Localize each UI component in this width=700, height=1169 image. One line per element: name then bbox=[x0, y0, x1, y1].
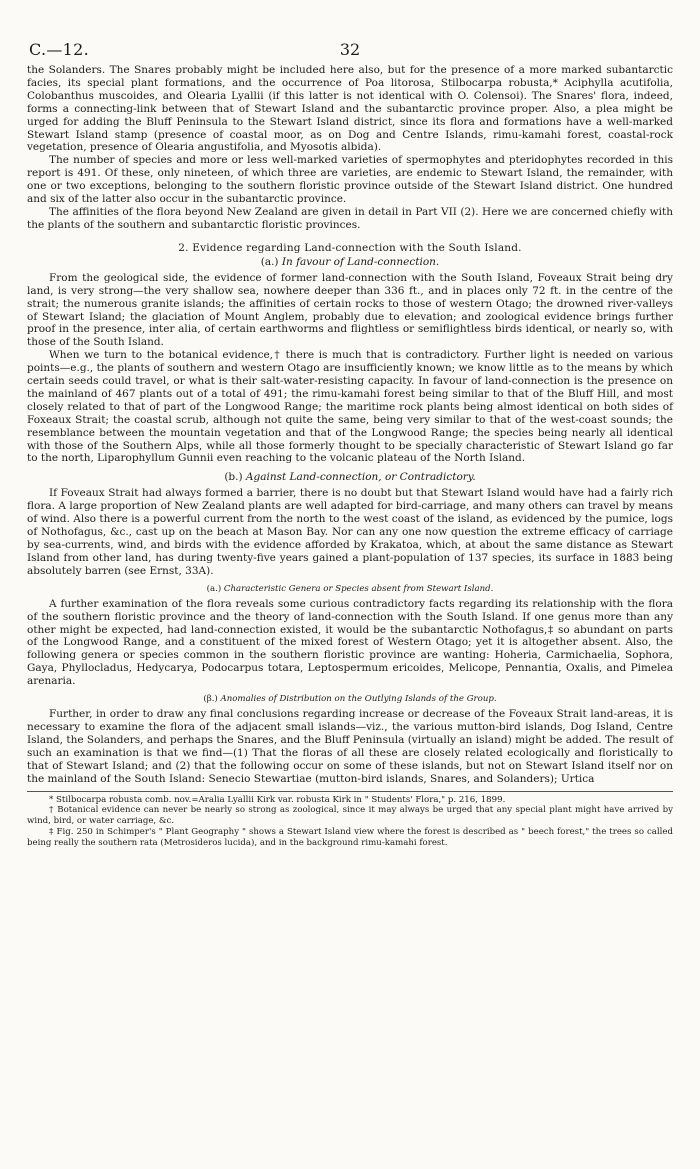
subsection-heading-beta bbox=[27, 693, 673, 705]
footnote-asterisk: * Stilbocarpa robusta comb. nov.=Aralia Lyallii Kirk var. robusta Kirk in " Students' Flora," p. 216, 1899. bbox=[49, 794, 506, 805]
intro-paragraph-1: the Solanders. The Snares probably might be included here also, but for the presence of a more marked subantarctic facies, its special plant formations, and the occurrence of Poa litorosa, Stilbocarpa robusta,* Aciphylla acutifolia, Colobanthus muscoides, and Olearia Lyallii (if this latter is not identical with O. Colensoi). The Snares' flora, indeed, forms a connecting-link between that of Stewart Island and the subantarctic province proper. Also, a plea might be urged for adding the Bluff Peninsula to the Stewart Island district, since its flora and formations have a well-marked Stewart Island stamp (presence of coastal moor, as on Dog and Centre Islands, rimu-kamahi forest, coastal-rock vegetation, presence of Olearia angustifolia, and Myosotis albida). bbox=[27, 64, 673, 154]
paragraph-absent-genera: A further examination of the flora reveals some curious contradictory facts regarding its relationship with the flora of the southern floristic province and the theory of land-connection with the South Island. If one genus more than any other might be expected, had land-connection existed, it would be the subantarctic Nothofagus,‡ so abundant on parts of the Longwood Range, and a constituent of the mixed forest of Western Otago; yet it is altogether absent. Also, the following genera or species common in the southern floristic province are wanting: Hoheria, Carmichaelia, Sophora, Gaya, Phyllocladus, Hedycarya, Podocarpus totara, Leptospermum ericoides, Melicope, Pennantia, Oxalis, and Pimelea arenaria. bbox=[27, 597, 673, 688]
paragraph-geological-evidence: From the geological side, the evidence of former land-connection with the South Island, Foveaux Strait being dry land, is very strong—the very shallow sea, nowhere deeper than 336 ft., and in places only 72 ft. in the centre of the strait; the numerous granite islands; the affinities of certain rocks to those of western Otago; the drowned river-valleys of Stewart Island; the glaciation of Mount Anglem, probably due to elevation; and zoological evidence brings further proof in the presence, inter alia, of certain earthworms and flightless or semiflightless birds identical, or nearly so, with those of the South Island. bbox=[27, 271, 673, 349]
subsection-a-number: (a.) bbox=[260, 255, 279, 268]
subsection-a-title: In favour of Land-connection. bbox=[281, 255, 440, 268]
paragraph-botanical-evidence: When we turn to the botanical evidence,† there is much that is contradictory. Further light is needed on various points—e.g., the plants of southern and western Otago are insufficiently known; we know little as to the means by which certain seeds could travel, or what is their salt-water-resisting capacity. In favour of land-connection is the presence on the mainland of 467 plants out of a total of 491; the rimu-kamahi forest being similar to that of the Bluff Hill, and most closely related to that of part of the Longwood Range; the maritime rock plants being almost identical on both sides of Foxeaux Strait; the coastal scrub, although not quite the same, being very similar to that of the west-coast sounds; the resemblance between the mountain vegetation and that of the Longwood Range; the species being nearly all identical with those of the Southern Alps, while all those formerly thought to be specially characteristic of Stewart Island go far to the north, Liparophyllum Gunnii even reaching to the volcanic plateau of the North Island. bbox=[27, 349, 673, 465]
subsection-b-number: (b.) bbox=[224, 471, 243, 484]
section-heading: 2. Evidence regarding Land-connection with the South Island. bbox=[178, 241, 522, 254]
paragraph-foveaux-barrier: If Foveaux Strait had always formed a barrier, there is no doubt but that Stewart Island would have had a fairly rich flora. A large proportion of New Zealand plants are well adapted for bird-carriage, and many others can travel by means of wind. Also there is a powerful current from the north to the west coast of the island, as evidenced by the pumice, logs of Nothofagus, &c., cast up on the beach at Mason Bay. Nor can any one now question the extreme efficacy of carriage by sea-currents, wind, and birds with the evidence afforded by Krakatoa, which, at about the same distance as Stewart Island from other land, has during twenty-five years gained a plant-population of 137 species, its surface in 1883 being absolutely barren (see Ernst, 33A). bbox=[27, 487, 673, 577]
footnote-dagger: † Botanical evidence can never be nearly so strong as zoological, since it may always be urged that any special plant might have arrived by wind, bird, or water carriage, &c. bbox=[27, 805, 673, 827]
subsection-beta-number: (β.) bbox=[203, 694, 218, 705]
intro-paragraph-3: The affinities of the flora beyond New Zealand are given in detail in Part VII (2). Here we are concerned chiefly with the plants of the southern and subantarctic floristic provinces. bbox=[27, 205, 673, 231]
footnote-double-dagger: ‡ Fig. 250 in Schimper's " Plant Geography " shows a Stewart Island view where the forest is described as " beech forest," the trees so called being really the southern rata (Metrosideros lucida), and in the background rimu-kamahi forest. bbox=[27, 826, 673, 848]
document-code: C.—12. bbox=[29, 40, 90, 59]
subsection-beta-title: Anomalies of Distribution on the Outlying Islands of the Group. bbox=[220, 694, 497, 705]
paragraph-outlying-islands: Further, in order to draw any final conclusions regarding increase or decrease of the Foveaux Strait land-areas, it is necessary to examine the flora of the adjacent small islands—viz., the various mutton-bird islands, Dog Island, Centre Island, the Solanders, and perhaps the Snares, and the Bluff Peninsula (virtually an island) might be added. The result of such an examination is that we find—(1) That the floras of all these are closely related ecologically and floristically to that of Stewart Island; and (2) that the following occur on some of these islands, but not on Stewart Island itself nor on the mainland of the South Island: Senecio Stewartiae (mutton-bird islands, Snares, and Solanders); Urtica bbox=[27, 708, 673, 785]
intro-paragraph-2: The number of species and more or less well-marked varieties of spermophytes and pteridophytes recorded in this report is 491. Of these, only nineteen, of which three are varieties, are endemic to Stewart Island, the remainder, with one or two exceptions, belonging to the southern floristic province outside of the Stewart Island district. One hundred and six of the latter also occur in the subantarctic province. bbox=[27, 154, 673, 206]
document-page bbox=[27, 40, 673, 848]
subsection-heading-b bbox=[27, 471, 673, 484]
subsection-heading-a bbox=[27, 256, 673, 269]
running-header bbox=[27, 40, 673, 64]
subsection-b-title: Against Land-connection, or Contradictory. bbox=[245, 471, 476, 484]
subsection-heading-alpha bbox=[27, 583, 673, 595]
subsection-alpha-title: Characteristic Genera or Species absent from Stewart Island. bbox=[223, 583, 494, 594]
footnote-divider bbox=[27, 791, 673, 792]
page-number: 32 bbox=[339, 40, 361, 59]
subsection-alpha-number: (a.) bbox=[206, 583, 222, 594]
footnotes bbox=[27, 795, 673, 849]
